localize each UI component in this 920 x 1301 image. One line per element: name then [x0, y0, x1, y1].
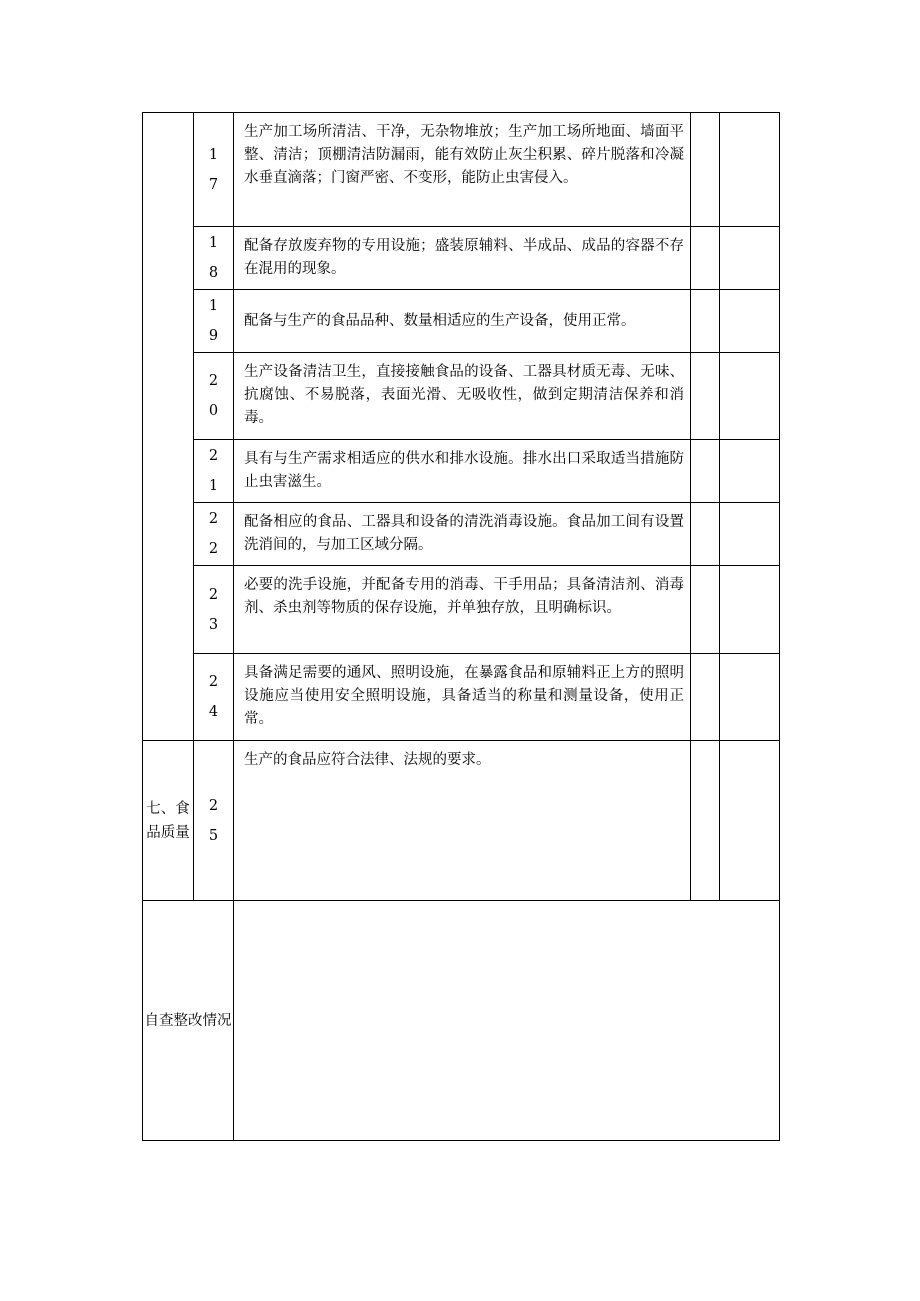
item-number: 18 [208, 235, 219, 281]
item-requirement: 具备满足需要的通风、照明设施，在暴露食品和原辅料正上方的照明设施应当使用安全照明设施，具备适当的称量和测量设备，使用正常。 [244, 665, 684, 727]
check-cell[interactable] [691, 290, 720, 353]
remarks-label: 自查整改情况 [144, 1012, 232, 1029]
table-row [143, 741, 780, 901]
table-row [143, 654, 780, 741]
check-cell[interactable] [691, 227, 720, 290]
item-number: 20 [208, 373, 219, 419]
table-row [143, 227, 780, 290]
table-row [143, 566, 780, 654]
item-number-cell [194, 290, 234, 353]
item-number-cell [194, 353, 234, 440]
item-requirement: 配备与生产的食品品种、数量相适应的生产设备，使用正常。 [244, 312, 636, 329]
remarks-content-cell[interactable] [234, 901, 780, 1141]
item-requirement-cell [234, 227, 691, 290]
item-requirement: 必要的洗手设施，并配备专用的消毒、干手用品；具备清洁剂、消毒剂、杀虫剂等物质的保存设施，并单独存放，且明确标识。 [244, 577, 684, 616]
check-cell[interactable] [691, 440, 720, 503]
inspection-table [142, 112, 780, 1141]
item-number-cell [194, 741, 234, 901]
item-number: 19 [208, 298, 219, 344]
item-requirement: 配备存放废弃物的专用设施；盛装原辅料、半成品、成品的容器不存在混用的现象。 [244, 238, 684, 277]
table-row [143, 353, 780, 440]
item-number-cell [194, 654, 234, 741]
item-requirement-cell [234, 440, 691, 503]
table-row [143, 113, 780, 227]
item-requirement: 生产加工场所清洁、干净，无杂物堆放；生产加工场所地面、墙面平整、清洁；顶棚清洁防漏雨，能有效防止灰尘积累、碎片脱落和冷凝水垂直滴落；门窗严密、不变形，能防止虫害侵入。 [244, 124, 684, 186]
item-requirement-cell [234, 503, 691, 566]
table-row [143, 503, 780, 566]
note-cell[interactable] [720, 113, 780, 227]
note-cell[interactable] [720, 654, 780, 741]
item-requirement: 具有与生产需求相适应的供水和排水设施。排水出口采取适当措施防止虫害滋生。 [244, 451, 684, 490]
item-requirement: 生产的食品应符合法律、法规的要求。 [244, 752, 491, 768]
item-requirement-cell [234, 290, 691, 353]
note-cell[interactable] [720, 566, 780, 654]
note-cell[interactable] [720, 440, 780, 503]
item-number: 24 [208, 674, 219, 720]
remarks-row [143, 901, 780, 1141]
check-cell[interactable] [691, 113, 720, 227]
item-requirement: 生产设备清洁卫生，直接接触食品的设备、工器具材质无毒、无味、抗腐蚀、不易脱落，表面光滑、无吸收性，做到定期清洁保养和消毒。 [244, 364, 684, 426]
table-row [143, 290, 780, 353]
item-number: 23 [208, 586, 219, 633]
category-label: 七、食品质量 [146, 800, 190, 841]
note-cell[interactable] [720, 741, 780, 901]
item-requirement-cell [234, 353, 691, 440]
check-cell[interactable] [691, 503, 720, 566]
table-row [143, 440, 780, 503]
check-cell[interactable] [691, 353, 720, 440]
item-requirement-cell [234, 654, 691, 741]
item-number-cell [194, 566, 234, 654]
item-number: 22 [208, 511, 219, 557]
check-cell[interactable] [691, 654, 720, 741]
item-requirement-cell [234, 113, 691, 227]
note-cell[interactable] [720, 503, 780, 566]
note-cell[interactable] [720, 353, 780, 440]
item-number: 17 [208, 146, 219, 193]
item-requirement-cell [234, 741, 691, 901]
category-cell [143, 741, 194, 901]
item-requirement: 配备相应的食品、工器具和设备的清洗消毒设施。食品加工间有设置洗消间的，与加工区域分隔。 [244, 514, 684, 553]
item-number: 25 [208, 797, 219, 844]
item-number-cell [194, 440, 234, 503]
check-cell[interactable] [691, 566, 720, 654]
check-cell[interactable] [691, 741, 720, 901]
item-number-cell [194, 503, 234, 566]
category-cell-continued [143, 113, 194, 741]
item-requirement-cell [234, 566, 691, 654]
item-number-cell [194, 227, 234, 290]
remarks-label-cell [143, 901, 234, 1141]
item-number: 21 [208, 448, 219, 494]
note-cell[interactable] [720, 227, 780, 290]
item-number-cell [194, 113, 234, 227]
note-cell[interactable] [720, 290, 780, 353]
